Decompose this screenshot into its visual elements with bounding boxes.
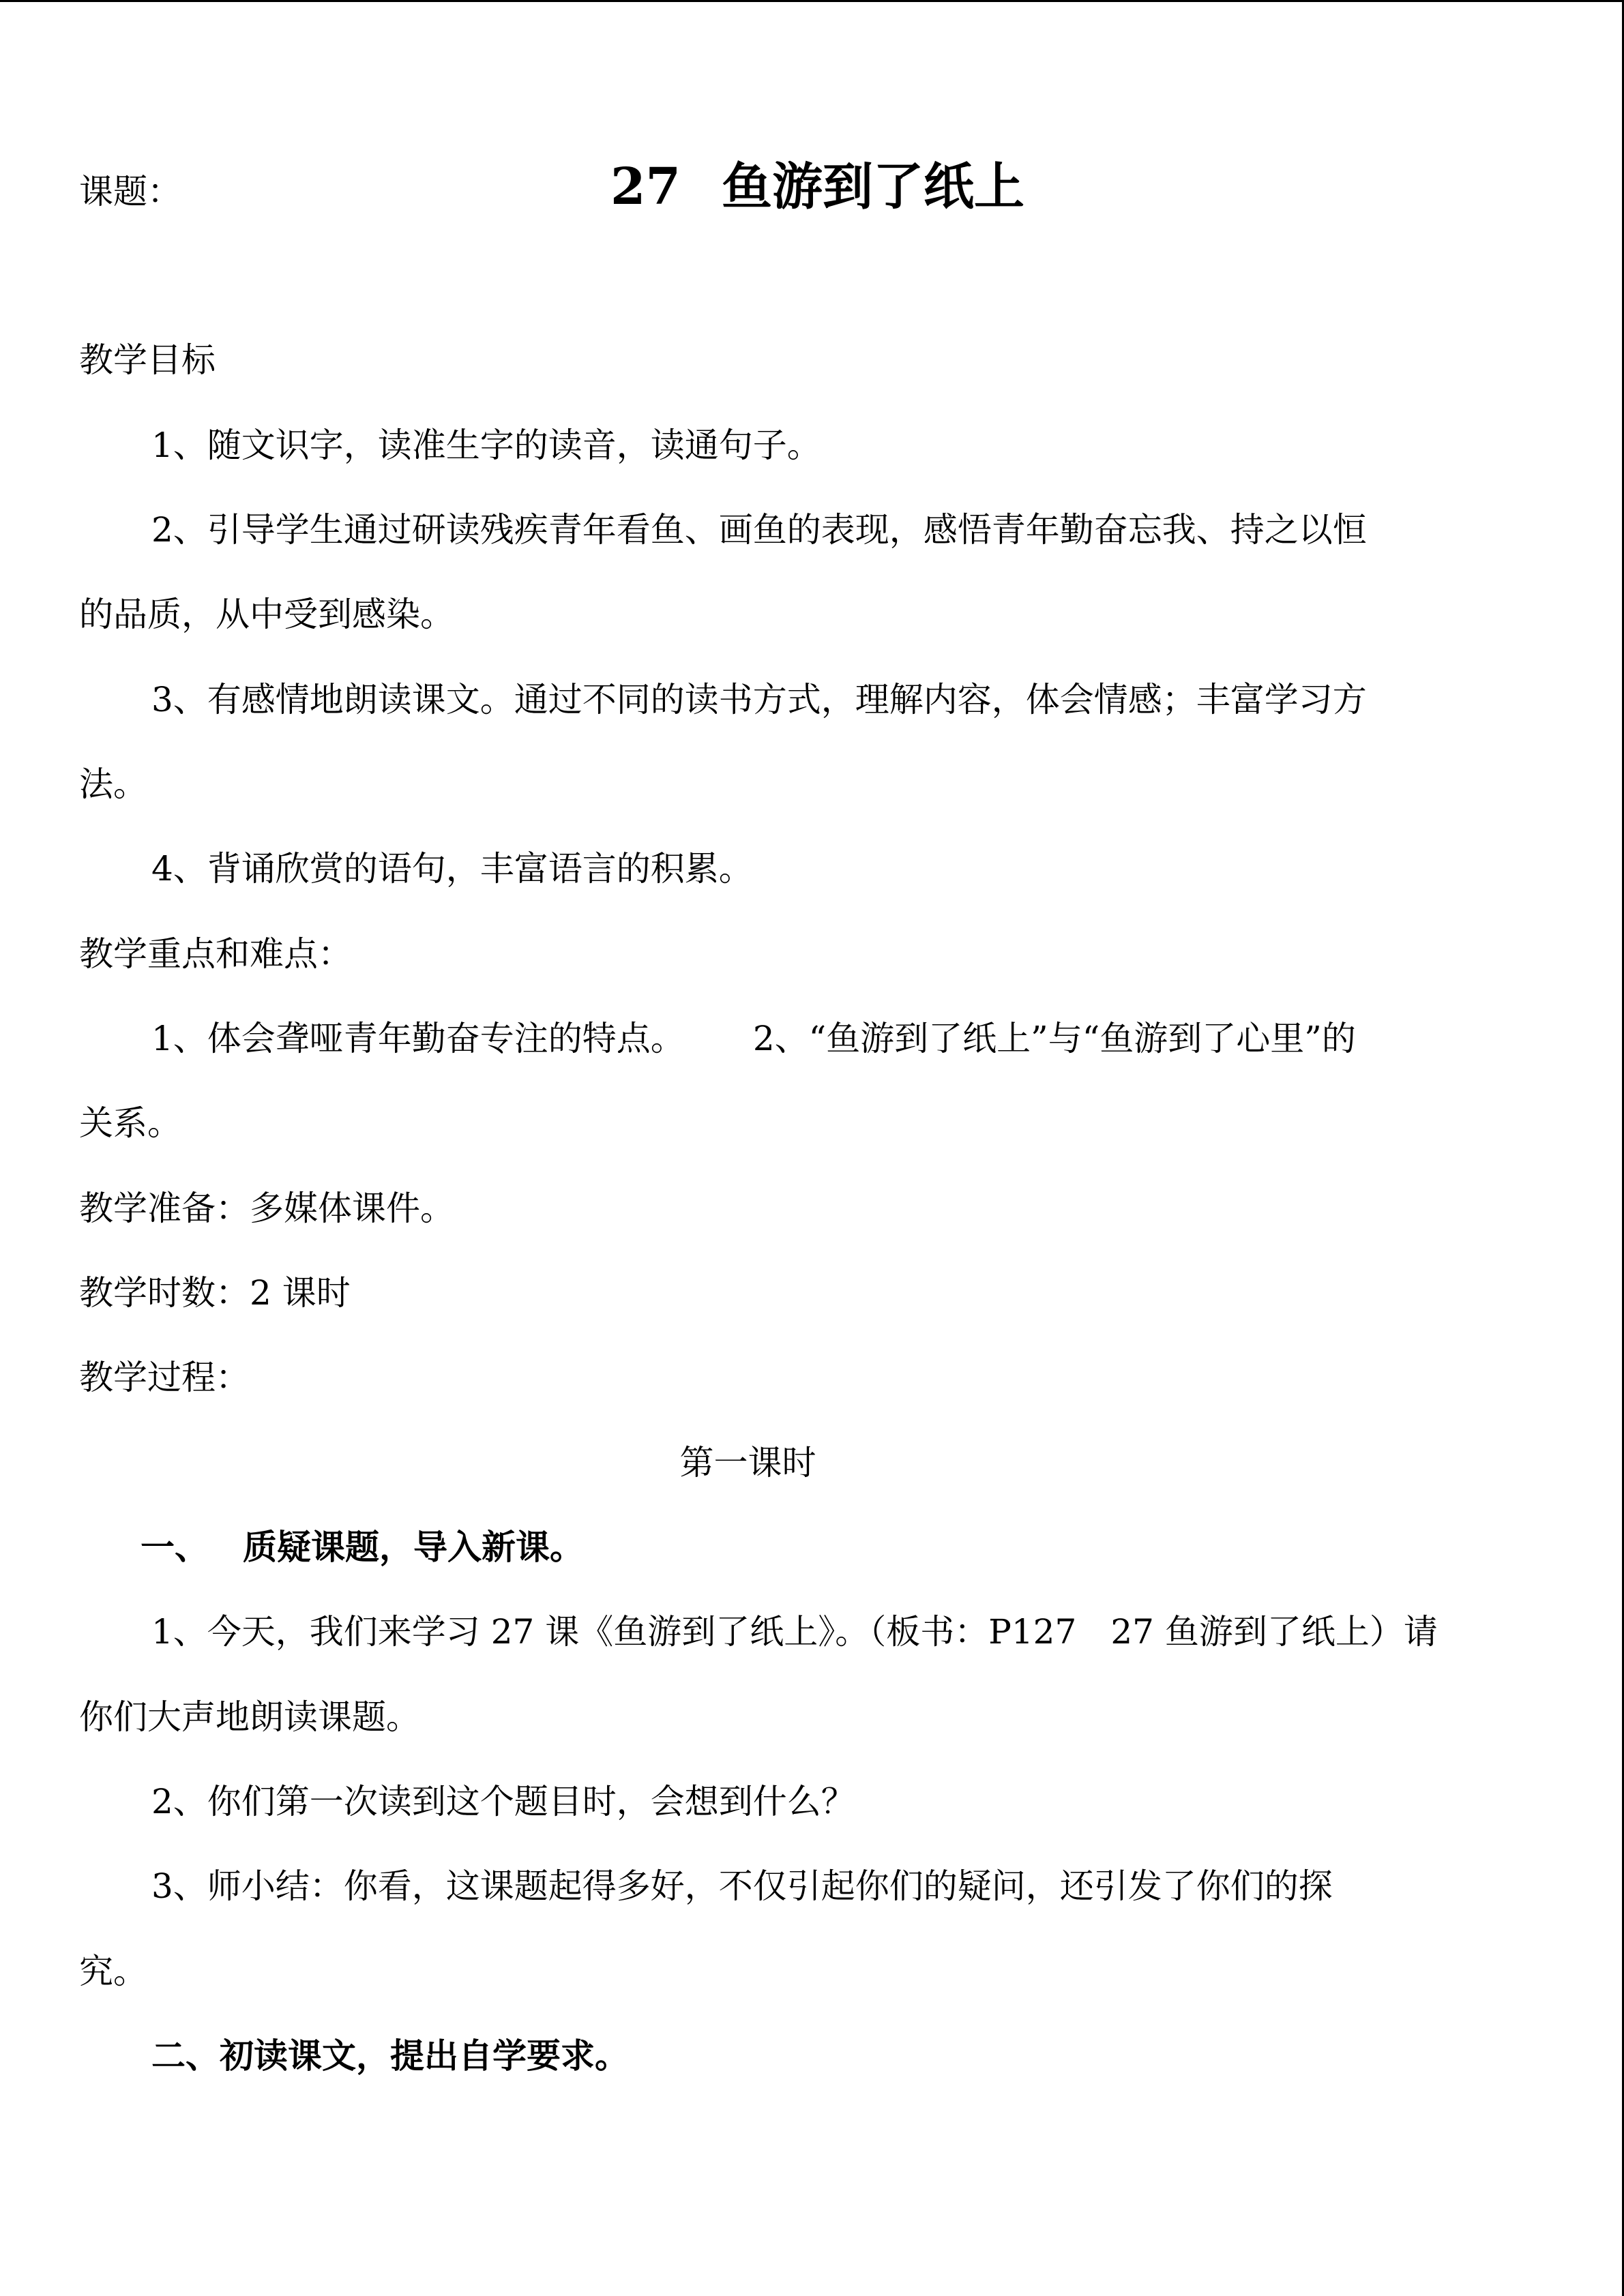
objectives-heading: 教学目标 bbox=[79, 340, 216, 380]
teaching-preparation: 教学准备：多媒体课件。 bbox=[79, 1189, 454, 1228]
key-point-1: 1、体会聋哑青年勤奋专注的特点。 bbox=[151, 1019, 685, 1058]
key-points-heading: 教学重点和难点： bbox=[79, 934, 352, 974]
key-point-2-line-2: 关系。 bbox=[79, 1103, 181, 1143]
section-1-title: 质疑课题，导入新课。 bbox=[243, 1527, 584, 1567]
step-2: 2、你们第一次读到这个题目时，会想到什么？ bbox=[151, 1782, 855, 1821]
process-heading: 教学过程： bbox=[79, 1358, 250, 1397]
period-title: 第一课时 bbox=[679, 1443, 816, 1482]
step-1-text-b: 27 鱼游到了纸上）请 bbox=[1110, 1612, 1438, 1652]
lesson-title-text: 鱼游到了纸上 bbox=[721, 158, 1024, 216]
objective-2-line-2: 的品质，从中受到感染。 bbox=[79, 595, 454, 634]
key-points-line-1 bbox=[151, 1018, 1356, 1059]
objective-4: 4、背诵欣赏的语句，丰富语言的积累。 bbox=[151, 849, 753, 889]
objective-3-line-1: 3、有感情地朗读课文。通过不同的读书方式，理解内容，体会情感；丰富学习方 bbox=[151, 680, 1367, 719]
lesson-title bbox=[610, 156, 1024, 218]
objective-2-line-1: 2、引导学生通过研读残疾青年看鱼、画鱼的表现，感悟青年勤奋忘我、持之以恒 bbox=[151, 510, 1367, 550]
key-point-2: 2、“鱼游到了纸上”与“鱼游到了心里”的 bbox=[752, 1019, 1356, 1058]
objective-3-line-2: 法。 bbox=[79, 764, 147, 804]
section-2-heading: 二、初读课文，提出自学要求。 bbox=[151, 2036, 629, 2076]
step-1-line-2: 你们大声地朗读课题。 bbox=[79, 1697, 420, 1737]
step-3-line-1: 3、师小结：你看，这课题起得多好，不仅引起你们的疑问，还引发了你们的探 bbox=[151, 1866, 1333, 1906]
section-1-number: 一、 bbox=[141, 1527, 209, 1567]
objective-1: 1、随文识字，读准生字的读音，读通句子。 bbox=[151, 426, 821, 465]
step-1-text-a: 1、今天，我们来学习 27 课《鱼游到了纸上》。（板书：P127 bbox=[151, 1612, 1077, 1652]
step-3-line-2: 究。 bbox=[79, 1952, 147, 1991]
teaching-hours: 教学时数：2 课时 bbox=[79, 1273, 351, 1313]
lesson-number: 27 bbox=[610, 158, 681, 216]
subject-label: 课题： bbox=[79, 172, 181, 211]
section-1-heading bbox=[141, 1527, 584, 1568]
step-1-line-1 bbox=[151, 1611, 1438, 1652]
